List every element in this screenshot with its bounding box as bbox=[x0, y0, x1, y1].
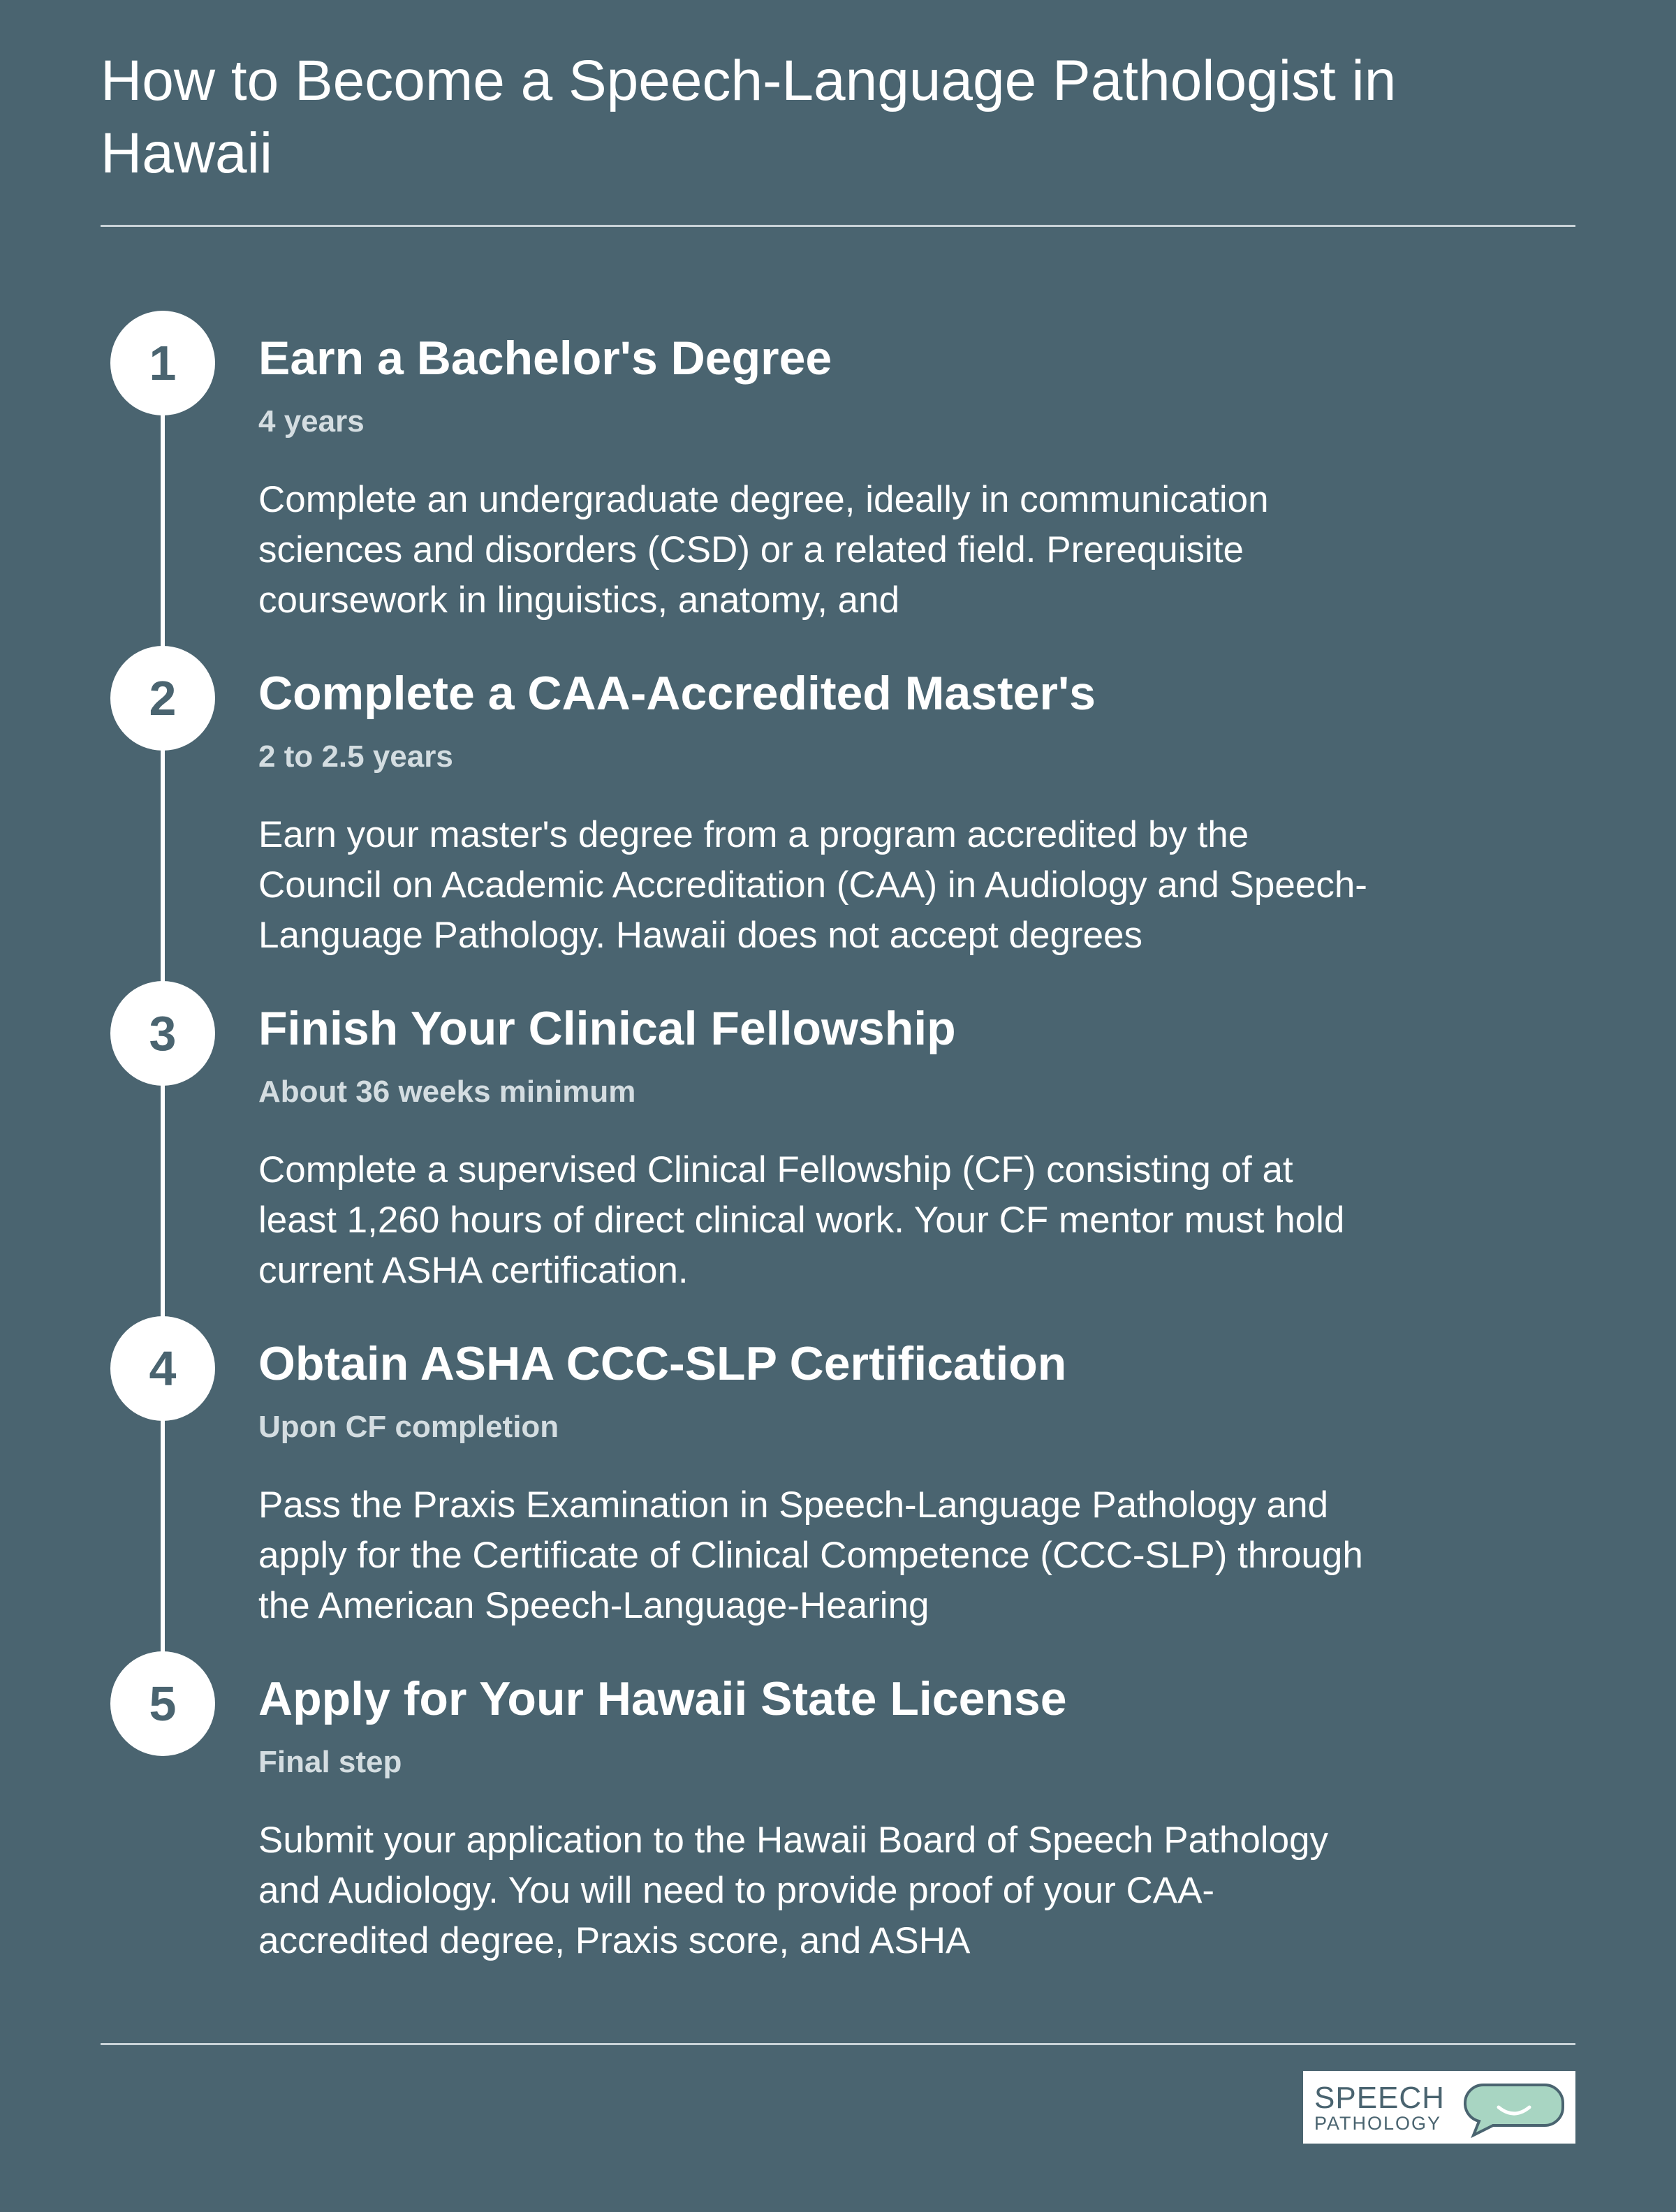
step-number-circle: 1 bbox=[110, 311, 215, 415]
logo-line-speech: SPEECH bbox=[1314, 2081, 1445, 2115]
step-heading: Complete a CAA-Accredited Master's bbox=[258, 667, 1096, 720]
speech-pathology-logo[interactable] bbox=[1303, 2071, 1575, 2144]
step-number-circle: 3 bbox=[110, 981, 215, 1086]
step-heading: Obtain ASHA CCC-SLP Certification bbox=[258, 1337, 1067, 1390]
step-heading: Finish Your Clinical Fellowship bbox=[258, 1002, 956, 1055]
step-4 bbox=[0, 1316, 1676, 1644]
step-number-circle: 4 bbox=[110, 1316, 215, 1421]
logo-wordmark bbox=[1314, 2081, 1445, 2134]
step-description: Complete a supervised Clinical Fellowship (CF) consisting of at least 1,260 hours of direct clinical work. Your CF mentor must hold current ASHA certification. bbox=[258, 1149, 1345, 1291]
step-description: Complete an undergraduate degree, ideally in communication sciences and disorders (CSD) or a related field. Prerequisite coursework in linguistics, anatomy, and bbox=[258, 479, 1269, 621]
step-number-circle: 2 bbox=[110, 646, 215, 751]
step-3 bbox=[0, 981, 1676, 1309]
step-heading: Apply for Your Hawaii State License bbox=[258, 1672, 1067, 1725]
step-5 bbox=[0, 1651, 1676, 1979]
speech-bubble-icon bbox=[1462, 2078, 1566, 2138]
step-duration: About 36 weeks minimum bbox=[258, 1075, 636, 1109]
step-duration: Upon CF completion bbox=[258, 1410, 559, 1444]
step-duration: 4 years bbox=[258, 404, 365, 438]
bottom-divider bbox=[101, 2043, 1575, 2045]
step-number-circle: 5 bbox=[110, 1651, 215, 1756]
top-divider bbox=[101, 225, 1575, 227]
step-description: Pass the Praxis Examination in Speech-Language Pathology and apply for the Certificate of Clinical Competence (CCC-SLP) through the American Speech-Language-Hearing bbox=[258, 1484, 1363, 1626]
step-description: Earn your master's degree from a program accredited by the Council on Academic Accreditation (CAA) in Audiology and Speech-Language Pathology. Hawaii does not accept degrees bbox=[258, 814, 1367, 956]
step-2 bbox=[0, 646, 1676, 974]
logo-line-pathology: PATHOLOGY bbox=[1314, 2113, 1442, 2134]
step-heading: Earn a Bachelor's Degree bbox=[258, 332, 832, 385]
step-duration: 2 to 2.5 years bbox=[258, 739, 453, 774]
step-1 bbox=[0, 311, 1676, 639]
page-title: How to Become a Speech-Language Pathologist in Hawaii bbox=[101, 49, 1397, 185]
step-duration: Final step bbox=[258, 1745, 402, 1779]
step-description: Submit your application to the Hawaii Board of Speech Pathology and Audiology. You will need to provide proof of your CAA-accredited degree, Praxis score, and ASHA bbox=[258, 1820, 1329, 1961]
